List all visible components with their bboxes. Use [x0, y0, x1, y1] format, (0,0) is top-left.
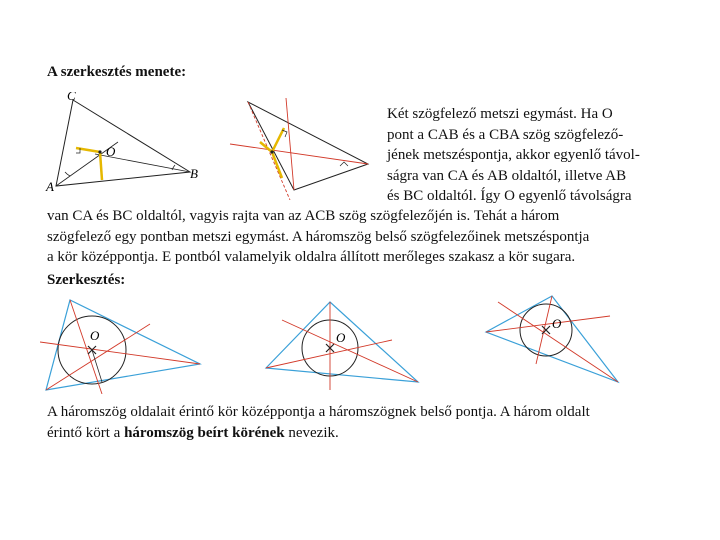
conclusion-term-bold: háromszög beírt körének — [124, 424, 285, 441]
label-c: C — [67, 92, 76, 103]
radius-1 — [92, 350, 102, 382]
radius-yellow-3 — [272, 128, 284, 152]
paragraph-right-line-3: jének metszéspontja, akkor egyenlő távol- — [387, 147, 640, 163]
label-o2: O — [336, 330, 346, 345]
heading-construction-steps: A szerkesztés menete: — [47, 64, 187, 80]
right-angle-mark-side — [340, 162, 348, 166]
label-a: A — [46, 179, 54, 194]
conclusion-line-1: A háromszög oldalait érintő kör középpontja a háromszögnek belső pontja. A három oldalt — [47, 404, 590, 420]
figure-triangle-abc — [40, 92, 215, 194]
paragraph-full-line-1: van CA és BC oldaltól, vagyis rajta van az ACB szög szögfelezőjén is. Tehát a három — [47, 208, 560, 224]
label-o: O — [106, 144, 116, 159]
inradius-2 — [100, 152, 102, 180]
heading-construction: Szerkesztés: — [47, 272, 126, 288]
label-b: B — [190, 166, 198, 181]
angle-arc-a — [65, 172, 70, 176]
figure-triangle-bisectors — [220, 96, 380, 200]
paragraph-right-line-4: ságra van CA és AB oldaltól, illetve AB — [387, 167, 627, 184]
paragraph-right — [387, 104, 677, 207]
triangle-abc — [56, 100, 190, 186]
figure-incircle-1 — [40, 294, 205, 394]
label-o3: O — [552, 316, 562, 331]
paragraph-full-line-2: szögfelező egy pontban metszi egymást. A háromszög belső szögfelezőinek metszéspontja — [47, 228, 590, 245]
paragraph-full-line-3: a kör középpontja. E pontból valamelyik oldalra állított merőleges szakasz a kör sugara. — [47, 249, 576, 265]
paragraph-conclusion — [47, 402, 677, 443]
center-cross-3 — [542, 326, 550, 334]
bisector-3a — [486, 316, 610, 332]
intersection-point — [270, 150, 273, 153]
paragraph-full — [47, 206, 677, 268]
center-o — [98, 150, 101, 153]
conclusion-line-2-before: érintő kört a — [47, 424, 125, 441]
label-o1: O — [90, 328, 100, 343]
bisector-2a — [266, 340, 392, 368]
paragraph-right-line-2: pont a CAB és a CBA szög szögfelező- — [387, 126, 624, 143]
paragraph-right-line-5: és BC oldaltól. Így O egyenlő távolságra — [387, 188, 632, 204]
bisector-3c — [498, 302, 618, 382]
inradius-1 — [76, 148, 100, 152]
figure-incircle-3 — [480, 292, 630, 388]
conclusion-line-2 — [47, 423, 677, 444]
paragraph-right-line-1: Két szögfelező metszi egymást. Ha O — [387, 106, 613, 122]
conclusion-line-2-after: nevezik. — [284, 424, 339, 441]
triangle-1 — [46, 300, 200, 390]
bisector-red-2 — [230, 144, 368, 164]
bisector-1c — [40, 342, 200, 364]
figure-incircle-2 — [262, 298, 422, 390]
